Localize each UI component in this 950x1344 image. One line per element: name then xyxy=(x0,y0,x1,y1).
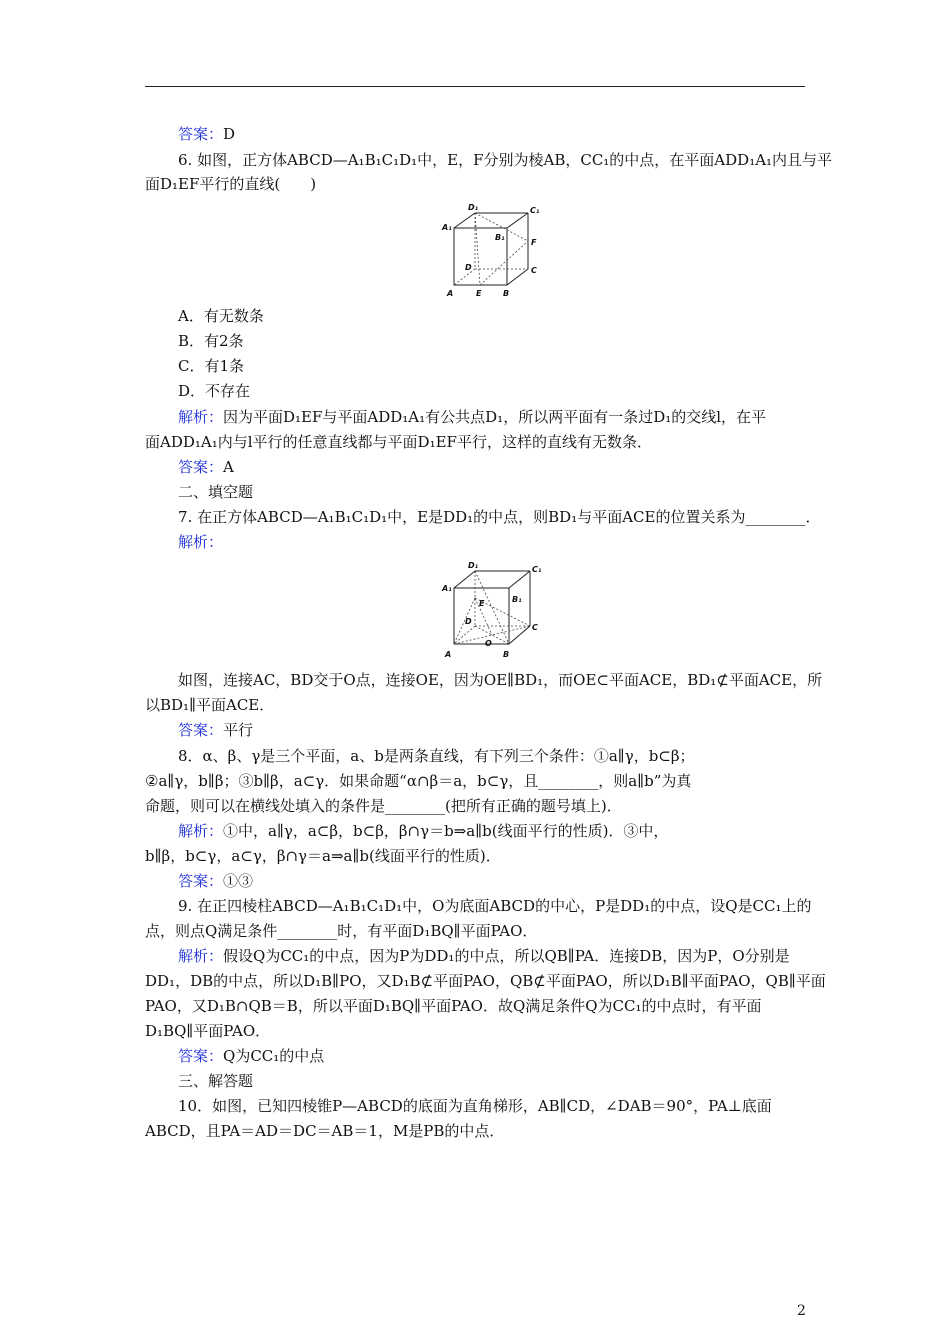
analysis-label: 解析： xyxy=(178,408,224,426)
q8-analysis-text1: ①中，a∥γ，a⊂β，b⊂β，β∩γ＝b⇒a∥b(线面平行的性质)．③中， xyxy=(223,822,669,840)
q9-analysis-text1: 假设Q为CC₁的中点，因为P为DD₁的中点，所以QB∥PA．连接DB，因为P，O分别是 xyxy=(223,947,790,965)
q7-answer: 平行 xyxy=(223,721,254,739)
q7-fig-label-a1: A₁ xyxy=(442,584,452,593)
q6-fig-label-f: F xyxy=(531,238,537,247)
q7-fig-label-c: C xyxy=(532,623,538,632)
q6-fig-label-e: E xyxy=(476,289,482,298)
q10-stem-line2: ABCD，且PA＝AD＝DC＝AB＝1，M是PB的中点． xyxy=(145,1122,505,1140)
q6-option-d: D．不存在 xyxy=(178,382,251,400)
q6-stem-line2: 面D₁EF平行的直线( ) xyxy=(145,175,317,193)
q9-analysis-line1 xyxy=(178,946,790,966)
q5-answer-line xyxy=(178,124,235,144)
analysis-label: 解析： xyxy=(178,533,224,551)
q8-stem-line2: ②a∥γ，b∥β；③b∥β，a⊂γ．如果命题“α∩β＝a，b⊂γ，且________，则a∥b”为真 xyxy=(145,772,692,790)
q8-analysis-line1 xyxy=(178,821,668,841)
q7-fig-label-e: E xyxy=(479,599,485,608)
q6-fig-label-d: D xyxy=(465,263,472,272)
q9-answer-line xyxy=(178,1046,324,1066)
answer-label: 答案： xyxy=(178,125,224,143)
q6-fig-label-b: B xyxy=(503,289,510,298)
q6-answer-line xyxy=(178,457,234,477)
q9-stem-line2: 点，则点Q满足条件________时，有平面D₁BQ∥平面PAO． xyxy=(145,922,538,940)
q7-fig-label-b: B xyxy=(503,650,510,659)
q8-answer: ①③ xyxy=(223,872,254,890)
answer-label: 答案： xyxy=(178,458,224,476)
q6-fig-label-b1: B₁ xyxy=(495,233,505,242)
page-number: 2 xyxy=(797,1303,806,1319)
q8-answer-line xyxy=(178,871,253,891)
q7-fig-label-d1: D₁ xyxy=(468,561,479,570)
q9-analysis-line4: D₁BQ∥平面PAO． xyxy=(145,1022,271,1040)
section-heading-fill-in: 二、填空题 xyxy=(178,483,254,501)
q6-option-c: C．有1条 xyxy=(178,357,245,375)
q6-fig-label-a: A xyxy=(447,289,454,298)
q6-cube-figure xyxy=(440,200,550,300)
analysis-label: 解析： xyxy=(178,947,224,965)
section-heading-solutions: 三、解答题 xyxy=(178,1072,254,1090)
q6-fig-label-d1: D₁ xyxy=(468,203,479,212)
q7-analysis-line1: 如图，连接AC，BD交于O点，连接OE，因为OE∥BD₁，而OE⊂平面ACE，BD₁⊄平面ACE，所 xyxy=(178,671,823,689)
q7-fig-label-b1: B₁ xyxy=(512,595,522,604)
q7-stem-line1: 7. 在正方体ABCD—A₁B₁C₁D₁中，E是DD₁的中点，则BD₁与平面ACE的位置关系为________． xyxy=(178,508,821,526)
q7-fig-label-o: O xyxy=(485,639,492,648)
analysis-label: 解析： xyxy=(178,822,224,840)
q9-analysis-line3: PAO，又D₁B∩QB＝B，所以平面D₁BQ∥平面PAO．故Q满足条件Q为CC₁的中点时，有平面 xyxy=(145,997,762,1015)
q6-fig-label-c: C xyxy=(531,266,537,275)
q7-answer-line xyxy=(178,720,253,740)
q6-option-b: B．有2条 xyxy=(178,332,244,350)
q9-stem-line1: 9. 在正四棱柱ABCD—A₁B₁C₁D₁中，O为底面ABCD的中心，P是DD₁的中点，设Q是CC₁上的 xyxy=(178,897,812,915)
q6-analysis-line2: 面ADD₁A₁内与l平行的任意直线都与平面D₁EF平行，这样的直线有无数条． xyxy=(145,433,652,451)
q6-option-a: A．有无数条 xyxy=(178,307,264,325)
answer-label: 答案： xyxy=(178,1047,224,1065)
q7-cube-figure xyxy=(440,558,550,662)
answer-label: 答案： xyxy=(178,721,224,739)
q6-stem-line1: 6. 如图，正方体ABCD—A₁B₁C₁D₁中，E，F分别为棱AB，CC₁的中点，在平面ADD₁A₁内且与平 xyxy=(178,151,833,169)
q6-fig-label-c1: C₁ xyxy=(530,206,540,215)
q7-fig-label-c1: C₁ xyxy=(532,565,542,574)
q5-answer: D xyxy=(223,125,236,143)
q6-fig-label-a1: A₁ xyxy=(442,223,452,232)
answer-label: 答案： xyxy=(178,872,224,890)
q8-stem-line1: 8．α、β、γ是三个平面，a、b是两条直线，有下列三个条件：①a∥γ，b⊂β； xyxy=(178,747,695,765)
q6-analysis-line1 xyxy=(178,407,766,427)
header-rule xyxy=(145,86,805,87)
q6-analysis-text1: 因为平面D₁EF与平面ADD₁A₁有公共点D₁，所以两平面有一条过D₁的交线l，在平 xyxy=(223,408,767,426)
q9-analysis-line2: DD₁，DB的中点，所以D₁B∥PO，又D₁B⊄平面PAO，QB⊄平面PAO，所以D₁B∥平面PAO，QB∥平面 xyxy=(145,972,826,990)
q9-answer: Q为CC₁的中点 xyxy=(223,1047,325,1065)
q6-answer: A xyxy=(223,458,234,476)
q7-fig-label-d: D xyxy=(465,617,472,626)
q10-stem-line1: 10．如图，已知四棱锥P—ABCD的底面为直角梯形，AB∥CD，∠DAB＝90°，PA⊥底面 xyxy=(178,1097,772,1115)
q7-analysis-line2: 以BD₁∥平面ACE． xyxy=(145,696,275,714)
q7-fig-label-a: A xyxy=(445,650,452,659)
q8-stem-line3: 命题，则可以在横线处填入的条件是________(把所有正确的题号填上)． xyxy=(145,797,622,815)
q8-analysis-line2: b∥β，b⊂γ，a⊂γ，β∩γ＝a⇒a∥b(线面平行的性质)． xyxy=(145,847,501,865)
q7-analysis-heading xyxy=(178,532,223,552)
